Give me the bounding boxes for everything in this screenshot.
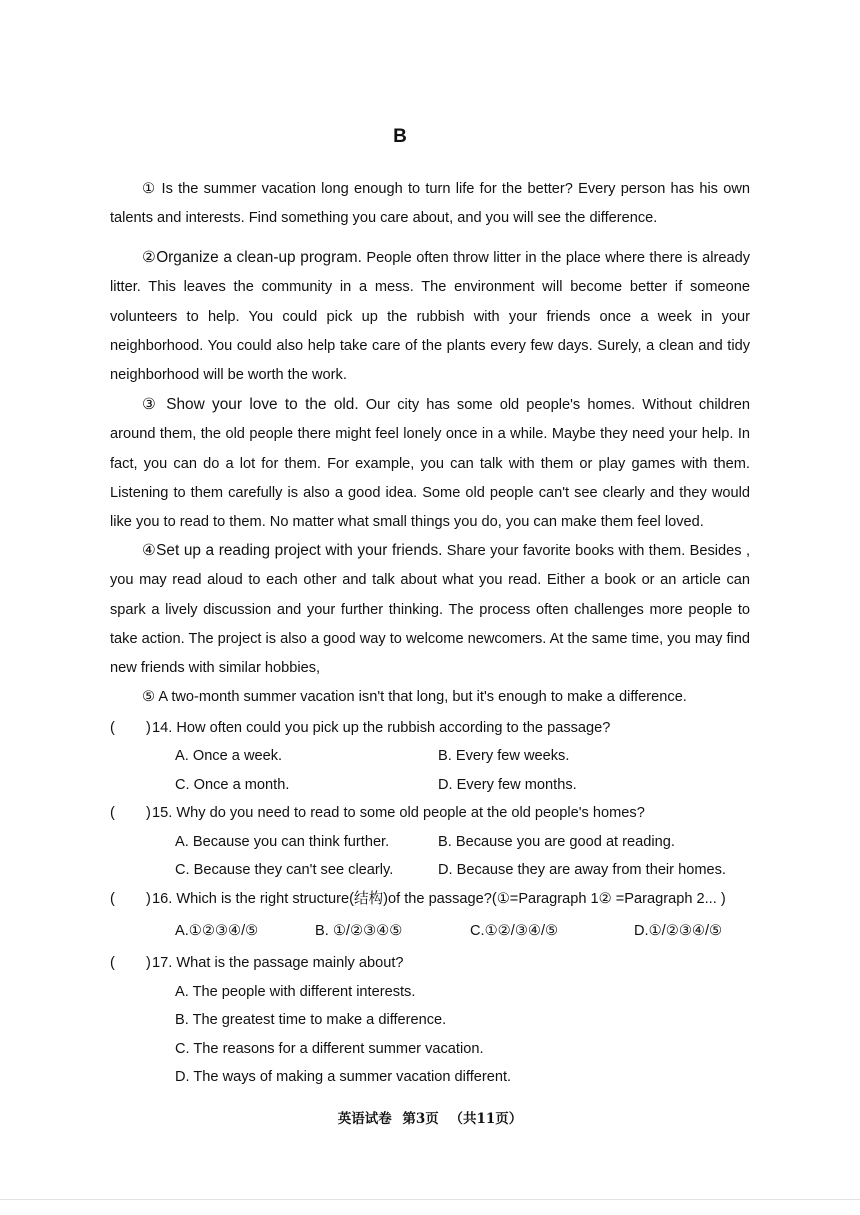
question-17 bbox=[110, 951, 790, 975]
page-edge-divider bbox=[0, 1199, 860, 1200]
section-title: B bbox=[393, 126, 407, 147]
option-c: C.①②/③④/⑤ bbox=[470, 923, 559, 939]
question-stem: 15. Why do you need to read to some old people at the old people's homes? bbox=[152, 805, 645, 821]
option-d: D. The ways of making a summer vacation different. bbox=[175, 1069, 512, 1085]
option-c: C. The reasons for a different summer vacation. bbox=[175, 1041, 484, 1057]
paragraph-text: ⑤ A two-month summer vacation isn't that long, but it's enough to make a difference. bbox=[142, 689, 687, 705]
question-stem: 14. How often could you pick up the rubbish according to the passage? bbox=[152, 720, 611, 736]
option-b: B. ①/②③④⑤ bbox=[315, 923, 403, 939]
paragraph-text: ① Is the summer vacation long enough to turn life for the better? Every person has his own talents and interests. Find something you care about, and you will see the difference. bbox=[110, 181, 750, 227]
question-16 bbox=[110, 887, 790, 911]
answer-blank-close: ) bbox=[146, 720, 151, 736]
answer-blank-close: ) bbox=[146, 955, 151, 971]
answer-blank-close: ) bbox=[146, 891, 151, 907]
page-footer: 英语试卷 第3页 （共11页） bbox=[337, 1111, 523, 1127]
option-a: A. The people with different interests. bbox=[175, 984, 416, 1000]
paragraph-2 bbox=[110, 243, 750, 390]
answer-blank-open: ( bbox=[110, 955, 115, 971]
answer-blank-open: ( bbox=[110, 720, 115, 736]
paragraph-text: Share your favorite books with them. Besides , you may read aloud to each other and talk about what you read. Either a book or an article can spark a lively discussion and your further thinking. The process often challenges more people to take action. The project is also a good way to welcome newcomers. At the same time, you may find new friends with similar hobbies, bbox=[110, 543, 751, 677]
option-b: B. Because you are good at reading. bbox=[438, 834, 675, 850]
question-15 bbox=[110, 801, 790, 825]
option-c: C. Because they can't see clearly. bbox=[175, 862, 394, 878]
option-b: B. The greatest time to make a difference. bbox=[175, 1012, 447, 1028]
paragraph-lead: ③ Show your love to the old. bbox=[142, 396, 359, 413]
paragraph-1 bbox=[110, 174, 750, 234]
option-d: D. Every few months. bbox=[438, 777, 577, 793]
question-stem: 16. Which is the right structure(结构)of the passage?(①=Paragraph 1② =Paragraph 2... ) bbox=[152, 891, 726, 907]
answer-blank-close: ) bbox=[146, 805, 151, 821]
option-a: A.①②③④/⑤ bbox=[175, 923, 259, 939]
answer-blank-open: ( bbox=[110, 891, 115, 907]
option-c: C. Once a month. bbox=[175, 777, 290, 793]
paragraph-3 bbox=[110, 390, 750, 537]
paragraph-5 bbox=[110, 682, 750, 712]
option-b: B. Every few weeks. bbox=[438, 748, 570, 764]
paragraph-lead: ④Set up a reading project with your friends. bbox=[142, 542, 443, 559]
paragraph-lead: ②Organize a clean-up program. bbox=[142, 249, 362, 266]
option-a: A. Once a week. bbox=[175, 748, 283, 764]
paragraph-4 bbox=[110, 536, 750, 683]
option-d: D. Because they are away from their homes. bbox=[438, 862, 726, 878]
paragraph-text: Our city has some old people's homes. Without children around them, the old people there might feel lonely once in a while. Maybe they need your help. In fact, you can do a lot for them. For example, you can talk with them or play games with them. Listening to them carefully is also a good idea. Some old people can't see clearly and they would like you to read to them. No matter what small things you do, you can make them feel loved. bbox=[110, 397, 751, 531]
paragraph-text: People often throw litter in the place where there is already litter. This leaves the community in a mess. The environment will become better if someone volunteers to help. You could pick up the rubbish with your friends once a week in your neighborhood. You could also help take care of the plants every few days. Surely, a clean and tidy neighborhood will be worth the work. bbox=[110, 250, 750, 384]
option-d: D.①/②③④/⑤ bbox=[634, 923, 723, 939]
question-stem: 17. What is the passage mainly about? bbox=[152, 955, 404, 971]
option-a: A. Because you can think further. bbox=[175, 834, 390, 850]
answer-blank-open: ( bbox=[110, 805, 115, 821]
question-14 bbox=[110, 716, 790, 740]
